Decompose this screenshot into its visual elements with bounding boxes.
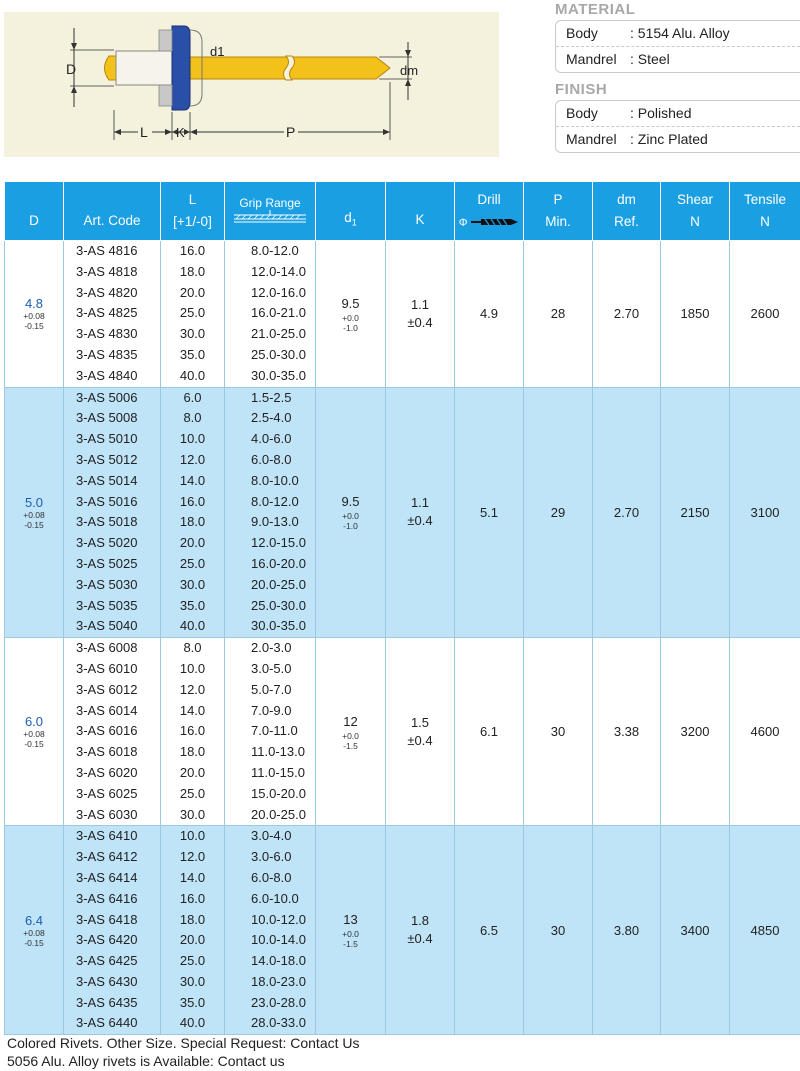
k-value: 1.8 <box>410 913 430 929</box>
length-value: 30.0 <box>179 973 206 989</box>
art-code: 3-AS 6425 <box>76 953 138 969</box>
grip-range-value: 21.0-25.0 <box>251 326 306 342</box>
cell-drill <box>455 638 524 826</box>
shear-value: 2150 <box>680 504 710 520</box>
grip-range-value: 11.0-13.0 <box>251 744 305 760</box>
cell-tensile <box>730 826 800 1035</box>
cell-drill <box>455 826 524 1035</box>
grip-range-value: 15.0-20.0 <box>251 785 306 801</box>
d-tol-minus: -0.15 <box>24 321 44 332</box>
header-K: K <box>386 182 455 241</box>
finish-row-body <box>556 101 800 126</box>
d-tol-plus: +0.08 <box>23 729 45 740</box>
header-D: D <box>5 182 64 241</box>
length-value: 12.0 <box>179 451 206 467</box>
grip-range-value: 3.0-4.0 <box>251 828 292 844</box>
p-value: 28 <box>550 306 566 322</box>
drill-value: 5.1 <box>479 504 499 520</box>
cell-P <box>524 387 593 638</box>
grip-range-value: 14.0-18.0 <box>251 953 306 969</box>
art-code: 3-AS 5035 <box>76 597 138 613</box>
art-code: 3-AS 6012 <box>76 681 138 697</box>
length-value: 18.0 <box>179 263 206 279</box>
length-value: 18.0 <box>179 744 206 760</box>
material-mandrel-value: : Steel <box>630 51 670 67</box>
art-code: 3-AS 6030 <box>76 806 138 822</box>
tensile-value: 3100 <box>750 504 780 520</box>
cell-shear <box>661 638 730 826</box>
d1-tol-plus: +0.0 <box>342 730 359 741</box>
dm-value: 2.70 <box>613 504 640 520</box>
finish-mandrel-value: : Zinc Plated <box>630 131 708 147</box>
grip-range-value: 12.0-15.0 <box>251 535 306 551</box>
grip-range-value: 3.0-6.0 <box>251 849 292 865</box>
art-code: 3-AS 6414 <box>76 869 138 885</box>
mandrel-head <box>105 56 117 80</box>
d1-tol-minus: -1.5 <box>343 939 358 950</box>
finish-mandrel-key: Mandrel <box>566 131 617 147</box>
grip-range-value: 7.0-9.0 <box>251 702 292 718</box>
length-value: 14.0 <box>179 702 206 718</box>
d1-value: 9.5 <box>341 295 360 311</box>
finish-box <box>555 100 800 153</box>
art-code: 3-AS 6025 <box>76 785 138 801</box>
art-code: 3-AS 6440 <box>76 1015 138 1031</box>
d-tol-plus: +0.08 <box>23 927 45 938</box>
label-P: P <box>286 124 296 140</box>
cell-d1 <box>316 826 386 1035</box>
length-value: 8.0 <box>183 640 202 656</box>
grip-range-value: 1.5-2.5 <box>251 389 292 405</box>
cell-art-codes <box>64 826 161 1035</box>
footer-line-1: Colored Rivets. Other Size. Special Request: Contact Us <box>7 1035 360 1051</box>
d1-tol-plus: +0.0 <box>342 312 359 323</box>
art-code: 3-AS 6018 <box>76 744 138 760</box>
art-code: 3-AS 6435 <box>76 994 138 1010</box>
cell-art-codes <box>64 241 161 388</box>
cell-P <box>524 241 593 388</box>
header-L-tolerance: [+1/-0] <box>173 214 212 229</box>
d-tol-plus: +0.08 <box>23 311 45 322</box>
finish-row-mandrel <box>556 126 800 152</box>
length-value: 25.0 <box>179 953 206 969</box>
drill-bit-icon <box>471 217 519 227</box>
length-value: 16.0 <box>179 243 206 258</box>
drill-value: 6.5 <box>479 922 499 938</box>
header-d1: $d_1$ <box>316 182 386 241</box>
phi-symbol: Φ <box>458 216 468 229</box>
grip-range-value: 30.0-35.0 <box>251 618 306 634</box>
length-value: 18.0 <box>179 911 206 927</box>
d1-value: 13 <box>343 912 358 928</box>
rivet-drawing <box>4 12 499 157</box>
grip-range-value: 8.0-12.0 <box>251 243 299 258</box>
grip-range-value: 4.0-6.0 <box>251 431 292 447</box>
cell-dm <box>593 387 661 638</box>
d-value: 4.8 <box>24 296 44 312</box>
cell-lengths <box>161 387 225 638</box>
p-value: 29 <box>550 504 566 520</box>
grip-range-value: 6.0-10.0 <box>251 890 299 906</box>
length-value: 14.0 <box>179 869 206 885</box>
art-code: 3-AS 5030 <box>76 576 138 592</box>
art-code: 3-AS 4816 <box>76 243 138 258</box>
k-value: 1.1 <box>410 296 430 312</box>
art-code: 3-AS 5012 <box>76 451 138 467</box>
grip-range-value: 8.0-10.0 <box>251 472 299 488</box>
art-code: 3-AS 6410 <box>76 828 138 844</box>
length-value: 16.0 <box>179 723 206 739</box>
header-tensile: Tensile N <box>730 182 800 241</box>
length-value: 10.0 <box>179 828 206 844</box>
material-mandrel-key: Mandrel <box>566 51 617 67</box>
length-value: 40.0 <box>179 1015 206 1031</box>
k-value: 1.1 <box>410 495 430 511</box>
k-tolerance: ±0.4 <box>407 513 433 529</box>
grip-range-value: 12.0-14.0 <box>251 263 306 279</box>
cell-D <box>5 387 64 638</box>
art-code: 3-AS 4835 <box>76 346 138 362</box>
art-code: 3-AS 5008 <box>76 410 138 426</box>
k-tolerance: ±0.4 <box>407 314 433 330</box>
grip-range-value: 25.0-30.0 <box>251 346 306 362</box>
length-value: 35.0 <box>179 994 206 1010</box>
grip-range-value: 9.0-13.0 <box>251 514 299 530</box>
cell-grip-ranges <box>225 387 316 638</box>
art-code: 3-AS 5018 <box>76 514 138 530</box>
length-value: 16.0 <box>179 493 206 509</box>
header-P: P Min. <box>524 182 593 241</box>
label-dm: dm <box>400 63 419 78</box>
header-shear: Shear N <box>661 182 730 241</box>
header-art-code: Art. Code <box>64 182 161 241</box>
grip-range-value: 3.0-5.0 <box>251 660 292 676</box>
art-code: 3-AS 4818 <box>76 263 138 279</box>
shear-value: 3200 <box>680 724 710 740</box>
art-code: 3-AS 5014 <box>76 472 138 488</box>
length-value: 18.0 <box>179 514 206 530</box>
art-code: 3-AS 5006 <box>76 389 138 405</box>
grip-range-value: 2.0-3.0 <box>251 640 292 656</box>
cell-D <box>5 638 64 826</box>
d-tol-minus: -0.15 <box>24 739 44 750</box>
length-value: 6.0 <box>183 389 202 405</box>
footer-line-2: 5056 Alu. Alloy rivets is Available: Contact us <box>7 1053 285 1069</box>
d1-tol-plus: +0.0 <box>342 511 359 522</box>
table-row <box>5 241 800 388</box>
length-value: 10.0 <box>179 660 206 676</box>
grip-range-value: 16.0-20.0 <box>251 555 306 571</box>
d-tol-minus: -0.15 <box>24 519 44 530</box>
art-code: 3-AS 6010 <box>76 660 138 676</box>
cell-shear <box>661 241 730 388</box>
cell-dm <box>593 826 661 1035</box>
grip-range-symbol <box>232 210 308 224</box>
header-L: L [+1/-0] <box>161 182 225 241</box>
length-value: 25.0 <box>179 785 206 801</box>
grip-range-value: 8.0-12.0 <box>251 493 299 509</box>
art-code: 3-AS 6008 <box>76 640 138 656</box>
length-value: 35.0 <box>179 346 206 362</box>
length-value: 20.0 <box>179 284 206 300</box>
art-code: 3-AS 4830 <box>76 326 138 342</box>
art-code: 3-AS 6418 <box>76 911 138 927</box>
d1-tol-minus: -1.5 <box>343 740 358 751</box>
art-code: 3-AS 5025 <box>76 555 138 571</box>
grip-range-value: 16.0-21.0 <box>251 305 306 321</box>
cell-tensile <box>730 387 800 638</box>
art-code: 3-AS 6412 <box>76 849 138 865</box>
cell-K <box>386 638 455 826</box>
cell-lengths <box>161 826 225 1035</box>
cell-art-codes <box>64 638 161 826</box>
table-header-row <box>5 182 800 241</box>
grip-range-value: 28.0-33.0 <box>251 1015 306 1031</box>
tensile-value: 2600 <box>750 306 780 322</box>
grip-range-value: 7.0-11.0 <box>251 723 298 739</box>
cell-shear <box>661 387 730 638</box>
label-d1: d1 <box>210 44 225 59</box>
art-code: 3-AS 6430 <box>76 973 138 989</box>
length-value: 30.0 <box>179 806 206 822</box>
cell-grip-ranges <box>225 241 316 388</box>
cell-grip-ranges <box>225 826 316 1035</box>
grip-range-value: 5.0-7.0 <box>251 681 292 697</box>
finish-section <box>555 81 800 153</box>
length-value: 25.0 <box>179 555 206 571</box>
cell-art-codes <box>64 387 161 638</box>
k-value: 1.5 <box>410 714 430 730</box>
art-code: 3-AS 6420 <box>76 932 138 948</box>
grip-range-value: 18.0-23.0 <box>251 973 306 989</box>
grip-range-value: 2.5-4.0 <box>251 410 292 426</box>
cell-drill <box>455 241 524 388</box>
grip-range-value: 6.0-8.0 <box>251 451 292 467</box>
length-value: 20.0 <box>179 932 206 948</box>
cell-shear <box>661 826 730 1035</box>
label-D: D <box>66 61 77 77</box>
table-row <box>5 638 800 826</box>
length-value: 12.0 <box>179 681 206 697</box>
art-code: 3-AS 6016 <box>76 723 138 739</box>
length-value: 12.0 <box>179 849 206 865</box>
shear-value: 1850 <box>680 306 710 322</box>
drill-value: 6.1 <box>479 724 499 740</box>
material-row-body <box>556 21 800 46</box>
length-value: 40.0 <box>179 618 206 634</box>
cell-P <box>524 638 593 826</box>
length-value: 35.0 <box>179 597 206 613</box>
grip-range-value: 6.0-8.0 <box>251 869 292 885</box>
cell-d1 <box>316 387 386 638</box>
art-code: 3-AS 4825 <box>76 305 138 321</box>
grip-range-value: 20.0-25.0 <box>251 576 306 592</box>
d1-value: 9.5 <box>341 494 360 510</box>
art-code: 3-AS 6416 <box>76 890 138 906</box>
cell-tensile <box>730 241 800 388</box>
art-code: 3-AS 5020 <box>76 535 138 551</box>
d-tol-minus: -0.15 <box>24 937 44 948</box>
dm-value: 3.80 <box>613 922 640 938</box>
table-body <box>5 241 800 1035</box>
cell-K <box>386 826 455 1035</box>
art-code: 3-AS 4820 <box>76 284 138 300</box>
d-value: 5.0 <box>24 494 44 510</box>
tensile-value: 4850 <box>750 922 780 938</box>
grip-range-value: 30.0-35.0 <box>251 367 306 383</box>
p-value: 30 <box>550 724 566 740</box>
grip-range-value: 12.0-16.0 <box>251 284 306 300</box>
header-drill: Drill Φ <box>455 182 524 241</box>
cell-lengths <box>161 241 225 388</box>
d1-tol-minus: -1.0 <box>343 521 358 532</box>
rivet-flange <box>172 26 190 110</box>
finish-body-key: Body <box>566 105 598 121</box>
grip-range-value: 10.0-12.0 <box>251 911 306 927</box>
length-value: 20.0 <box>179 764 206 780</box>
length-value: 8.0 <box>183 410 202 426</box>
cell-tensile <box>730 638 800 826</box>
d1-tol-minus: -1.0 <box>343 322 358 333</box>
dm-value: 2.70 <box>613 306 640 322</box>
table-row <box>5 387 800 638</box>
material-box <box>555 20 800 73</box>
length-value: 10.0 <box>179 431 206 447</box>
grip-range-value: 10.0-14.0 <box>251 932 306 948</box>
rivet-diagram <box>4 12 499 157</box>
material-body-key: Body <box>566 25 598 41</box>
k-tolerance: ±0.4 <box>407 732 433 748</box>
material-body-value: : 5154 Alu. Alloy <box>630 25 730 41</box>
cell-drill <box>455 387 524 638</box>
length-value: 40.0 <box>179 367 206 383</box>
material-heading: MATERIAL <box>555 1 636 18</box>
grip-range-value: 25.0-30.0 <box>251 597 306 613</box>
shear-value: 3400 <box>680 922 710 938</box>
cell-grip-ranges <box>225 638 316 826</box>
drill-value: 4.9 <box>479 306 499 322</box>
art-code: 3-AS 5010 <box>76 431 138 447</box>
cell-P <box>524 826 593 1035</box>
k-tolerance: ±0.4 <box>407 931 433 947</box>
length-value: 16.0 <box>179 890 206 906</box>
length-value: 30.0 <box>179 326 206 342</box>
table-row <box>5 826 800 1035</box>
d1-value: 12 <box>343 713 358 729</box>
art-code: 3-AS 5040 <box>76 618 138 634</box>
finish-heading: FINISH <box>555 81 608 98</box>
footer-notes <box>7 1034 360 1070</box>
d1-tol-plus: +0.0 <box>342 929 359 940</box>
length-value: 30.0 <box>179 576 206 592</box>
header-grip-range: Grip Range <box>225 182 316 241</box>
label-K: K <box>176 125 185 140</box>
cell-dm <box>593 638 661 826</box>
label-L: L <box>140 124 148 140</box>
tensile-value: 4600 <box>750 724 780 740</box>
art-code: 3-AS 6020 <box>76 764 138 780</box>
art-code: 3-AS 6014 <box>76 702 138 718</box>
header-dm: dm Ref. <box>593 182 661 241</box>
cell-K <box>386 387 455 638</box>
length-value: 20.0 <box>179 535 206 551</box>
cell-dm <box>593 241 661 388</box>
d-tol-plus: +0.08 <box>23 509 45 520</box>
finish-body-value: : Polished <box>630 105 692 121</box>
cell-D <box>5 826 64 1035</box>
cell-d1 <box>316 638 386 826</box>
grip-range-value: 11.0-15.0 <box>251 764 305 780</box>
length-value: 14.0 <box>179 472 206 488</box>
grip-range-value: 23.0-28.0 <box>251 994 306 1010</box>
p-value: 30 <box>550 922 566 938</box>
dm-value: 3.38 <box>613 724 640 740</box>
length-value: 25.0 <box>179 305 206 321</box>
rivet-body <box>116 51 172 85</box>
material-row-mandrel <box>556 46 800 72</box>
d-value: 6.4 <box>24 912 44 928</box>
grip-range-value: 20.0-25.0 <box>251 806 306 822</box>
cell-lengths <box>161 638 225 826</box>
cell-d1 <box>316 241 386 388</box>
art-code: 3-AS 5016 <box>76 493 138 509</box>
rivet-spec-table <box>4 181 800 1035</box>
d-value: 6.0 <box>24 714 44 730</box>
art-code: 3-AS 4840 <box>76 367 138 383</box>
cell-D <box>5 241 64 388</box>
material-section <box>555 1 800 73</box>
cell-K <box>386 241 455 388</box>
